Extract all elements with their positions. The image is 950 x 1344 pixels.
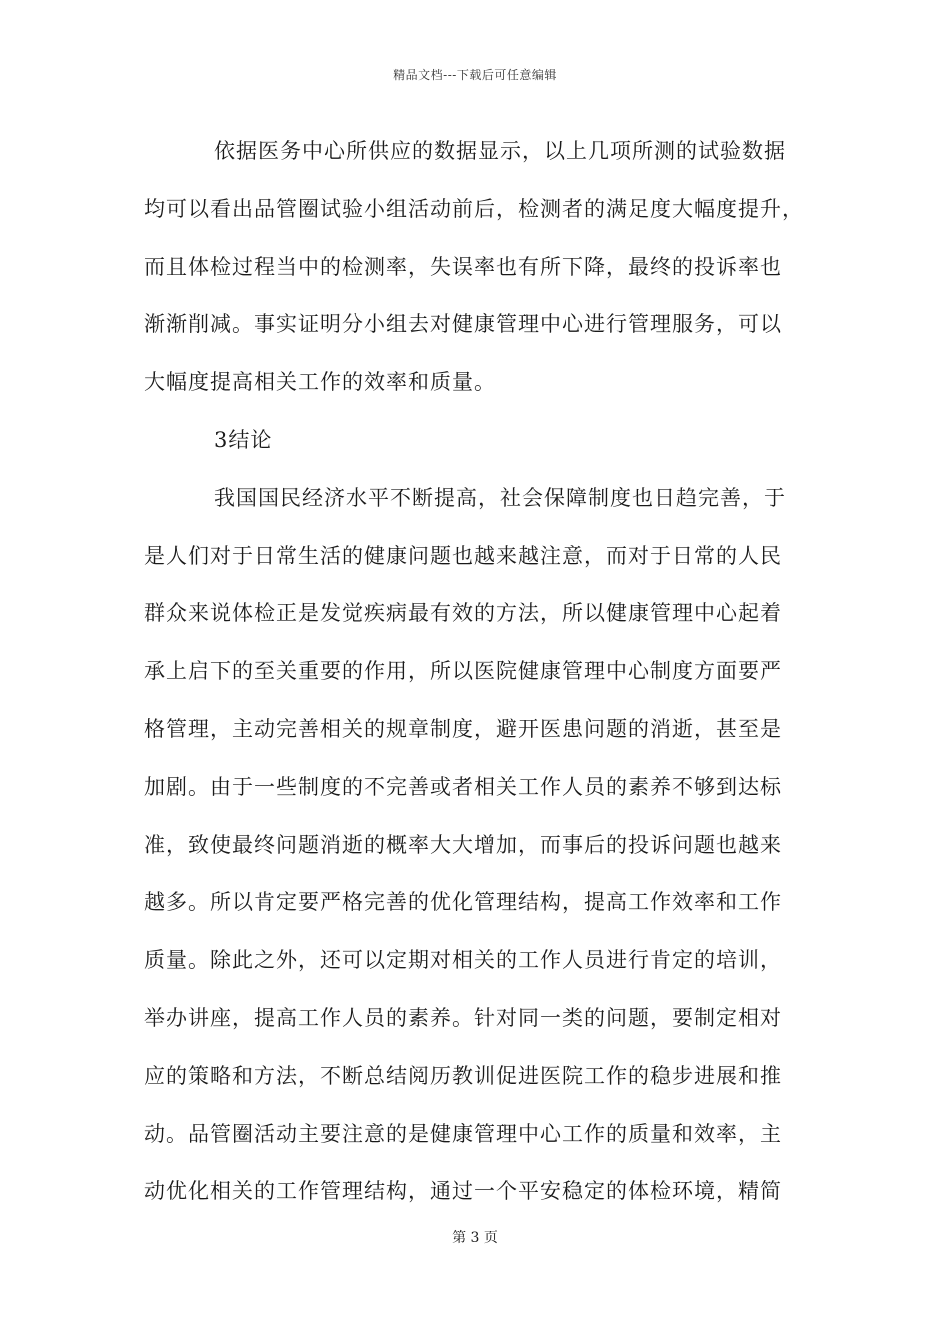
paragraph-line: 均可以看出品管圈试验小组活动前后，检测者的满足度大幅度提升， (144, 196, 804, 221)
paragraph-line: 依据医务中心所供应的数据显示，以上几项所测的试验数据 (214, 139, 786, 163)
paragraph-line: 而且体检过程当中的检测率，失误率也有所下降，最终的投诉率也 (144, 254, 782, 279)
page-header: 精品文档---下载后可任意编辑 (393, 68, 557, 82)
paragraph-line: 是人们对于日常生活的健康问题也越来越注意，而对于日常的人民 (144, 543, 782, 568)
paragraph-line: 越多。所以肯定要严格完善的优化管理结构，提高工作效率和工作 (144, 890, 782, 915)
paragraph-line: 应的策略和方法，不断总结阅历教训促进医院工作的稳步进展和推 (144, 1063, 782, 1088)
paragraph-line: 加剧。由于一些制度的不完善或者相关工作人员的素养不够到达标 (144, 774, 782, 799)
paragraph-line: 准，致使最终问题消逝的概率大大增加，而事后的投诉问题也越来 (144, 832, 782, 857)
paragraph-line: 渐渐削减。事实证明分小组去对健康管理中心进行管理服务，可以 (144, 312, 782, 337)
paragraph-line: 大幅度提高相关工作的效率和质量。 (144, 370, 496, 395)
paragraph-line: 动。品管圈活动主要注意的是健康管理中心工作的质量和效率，主 (144, 1121, 782, 1146)
paragraph-line: 举办讲座，提高工作人员的素养。针对同一类的问题，要制定相对 (144, 1005, 782, 1030)
paragraph-line: 承上启下的至关重要的作用，所以医院健康管理中心制度方面要严 (144, 659, 782, 684)
paragraph-line: 我国国民经济水平不断提高，社会保障制度也日趋完善，于 (214, 485, 786, 510)
paragraph-line: 动优化相关的工作管理结构，通过一个平安稳定的体检环境，精简 (144, 1179, 782, 1204)
paragraph-line: 格管理，主动完善相关的规章制度，避开医患问题的消逝，甚至是 (144, 716, 782, 741)
section-heading: 3结论 (214, 427, 273, 452)
paragraph-line: 质量。除此之外，还可以定期对相关的工作人员进行肯定的培训， (144, 948, 782, 973)
page-number: 第 3 页 (452, 1230, 498, 1246)
document-body (144, 128, 814, 1226)
paragraph-line: 群众来说体检正是发觉疾病最有效的方法，所以健康管理中心起着 (144, 601, 782, 626)
